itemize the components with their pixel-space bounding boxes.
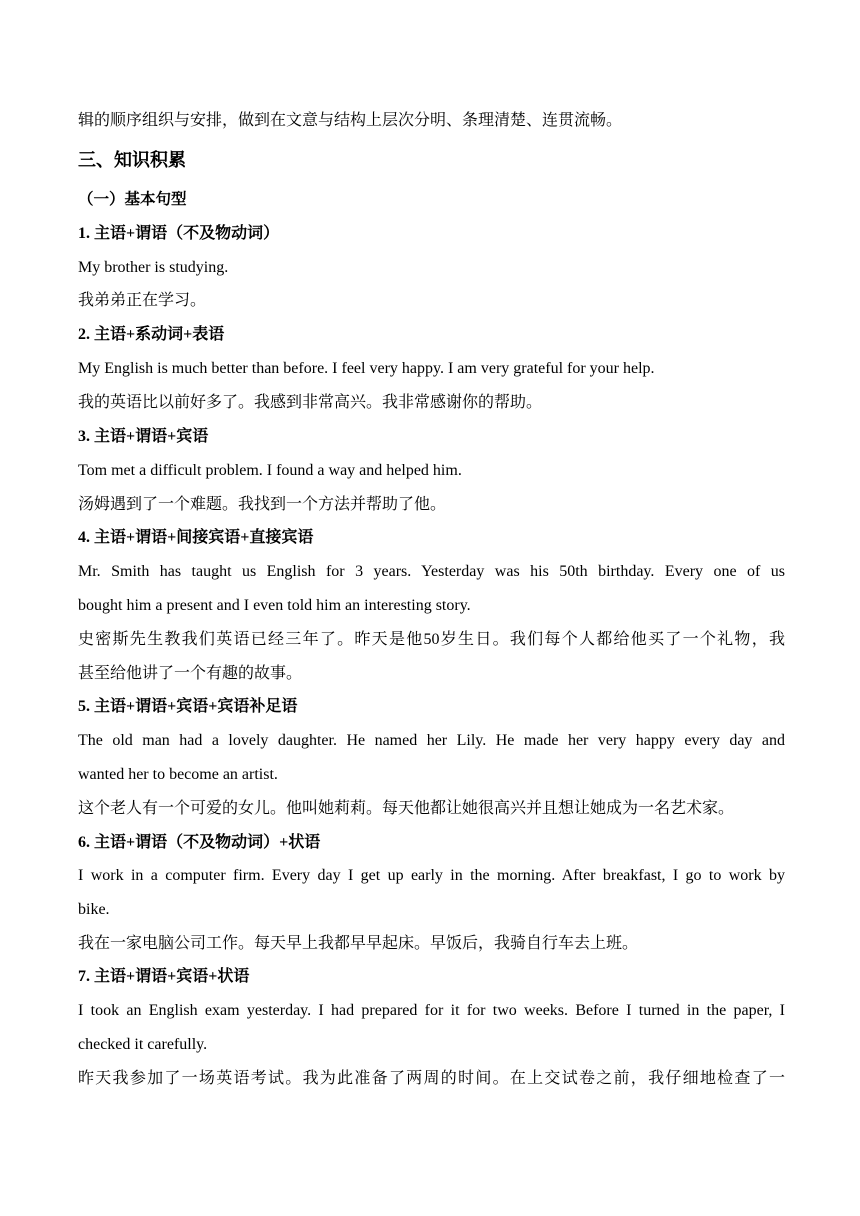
example-english-1: My brother is studying. (78, 259, 229, 276)
example-chinese-4-line-1: 史密斯先生教我们英语已经三年了。昨天是他50岁生日。我们每个人都给他买了一个礼物，我 (78, 631, 785, 648)
example-chinese-2: 我的英语比以前好多了。我感到非常高兴。我非常感谢你的帮助。 (78, 394, 543, 411)
pattern-heading-2: 2. 主语+系动词+表语 (78, 326, 225, 343)
example-english-7-line-1: I took an English exam yesterday. I had prepared for it for two weeks. Before I turned in the paper, I (78, 1002, 785, 1019)
example-english-6-line-2: bike. (78, 901, 110, 918)
example-chinese-1: 我弟弟正在学习。 (78, 292, 207, 309)
example-chinese-4-line-2: 甚至给他讲了一个有趣的故事。 (78, 665, 303, 682)
example-english-5-line-1: The old man had a lovely daughter. He named her Lily. He made her very happy every day and (78, 732, 785, 749)
example-english-4-line-1: Mr. Smith has taught us English for 3 years. Yesterday was his 50th birthday. Every one of us (78, 563, 785, 580)
example-english-5-line-2: wanted her to become an artist. (78, 766, 278, 783)
subsection-title: （一）基本句型 (78, 191, 187, 208)
example-english-6-line-1: I work in a computer firm. Every day I get up early in the morning. After breakfast, I go to work by (78, 867, 785, 884)
section-title: 三、知识积累 (78, 150, 186, 170)
pattern-heading-3: 3. 主语+谓语+宾语 (78, 428, 209, 445)
pattern-heading-6: 6. 主语+谓语（不及物动词）+状语 (78, 834, 321, 851)
example-chinese-3: 汤姆遇到了一个难题。我找到一个方法并帮助了他。 (78, 496, 447, 513)
example-english-2: My English is much better than before. I feel very happy. I am very grateful for your help. (78, 360, 655, 377)
pattern-heading-7: 7. 主语+谓语+宾语+状语 (78, 968, 250, 985)
example-chinese-5: 这个老人有一个可爱的女儿。他叫她莉莉。每天他都让她很高兴并且想让她成为一名艺术家。 (78, 800, 735, 817)
example-english-3: Tom met a difficult problem. I found a way and helped him. (78, 462, 462, 479)
pattern-heading-1: 1. 主语+谓语（不及物动词） (78, 225, 280, 242)
example-english-4-line-2: bought him a present and I even told him an interesting story. (78, 597, 471, 614)
example-chinese-6: 我在一家电脑公司工作。每天早上我都早早起床。早饭后，我骑自行车去上班。 (78, 935, 639, 952)
pattern-heading-5: 5. 主语+谓语+宾语+宾语补足语 (78, 698, 298, 715)
example-english-7-line-2: checked it carefully. (78, 1036, 208, 1053)
pattern-heading-4: 4. 主语+谓语+间接宾语+直接宾语 (78, 529, 314, 546)
intro-paragraph-tail: 辑的顺序组织与安排，做到在文意与结构上层次分明、条理清楚、连贯流畅。 (78, 112, 623, 129)
example-chinese-7: 昨天我参加了一场英语考试。我为此准备了两周的时间。在上交试卷之前，我仔细地检查了一 (78, 1070, 785, 1087)
